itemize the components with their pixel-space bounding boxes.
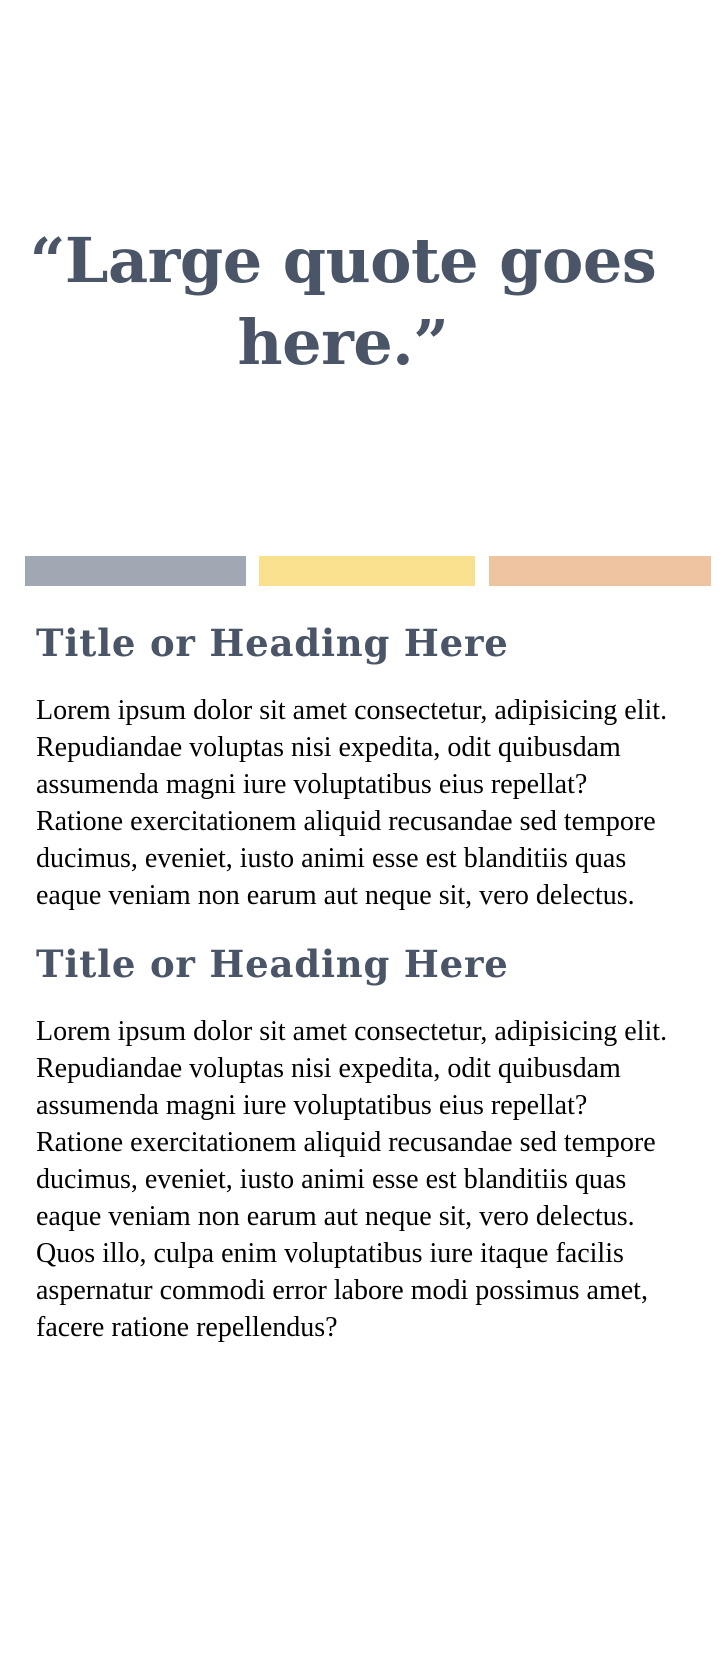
section-heading: Title or Heading Here [36,621,509,665]
section-body: Lorem ipsum dolor sit amet consectetur, adipisicing elit. Repudiandae voluptas nisi expedita, odit quibusdam assumenda magni iure voluptatibus eius repellat? Ratione exercitationem aliquid recusandae sed tempore ducimus, eveniet, iusto animi esse est blanditiis quas eaque veniam non earum aut neque sit, vero delectus. Quos illo, culpa enim voluptatibus iure itaque facilis aspernatur commodi error labore modi possimus amet, facere ratione repellendus? [36,1016,668,1343]
section-heading: Title or Heading Here [36,942,509,986]
large-quote: “Large quote goes here.” [29,224,657,379]
quote-section [0,0,726,500]
color-bar-strip [25,556,711,586]
color-bar-peach [489,556,711,586]
section-body: Lorem ipsum dolor sit amet consectetur, adipisicing elit. Repudiandae voluptas nisi expedita, odit quibusdam assumenda magni iure voluptatibus eius repellat? Ratione exercitationem aliquid recusandae sed tempore ducimus, eveniet, iusto animi esse est blanditiis quas eaque veniam non earum aut neque sit, vero delectus. [36,695,668,911]
color-bar-gray [25,556,246,586]
article-content [36,615,676,1346]
color-bar-yellow [259,556,475,586]
